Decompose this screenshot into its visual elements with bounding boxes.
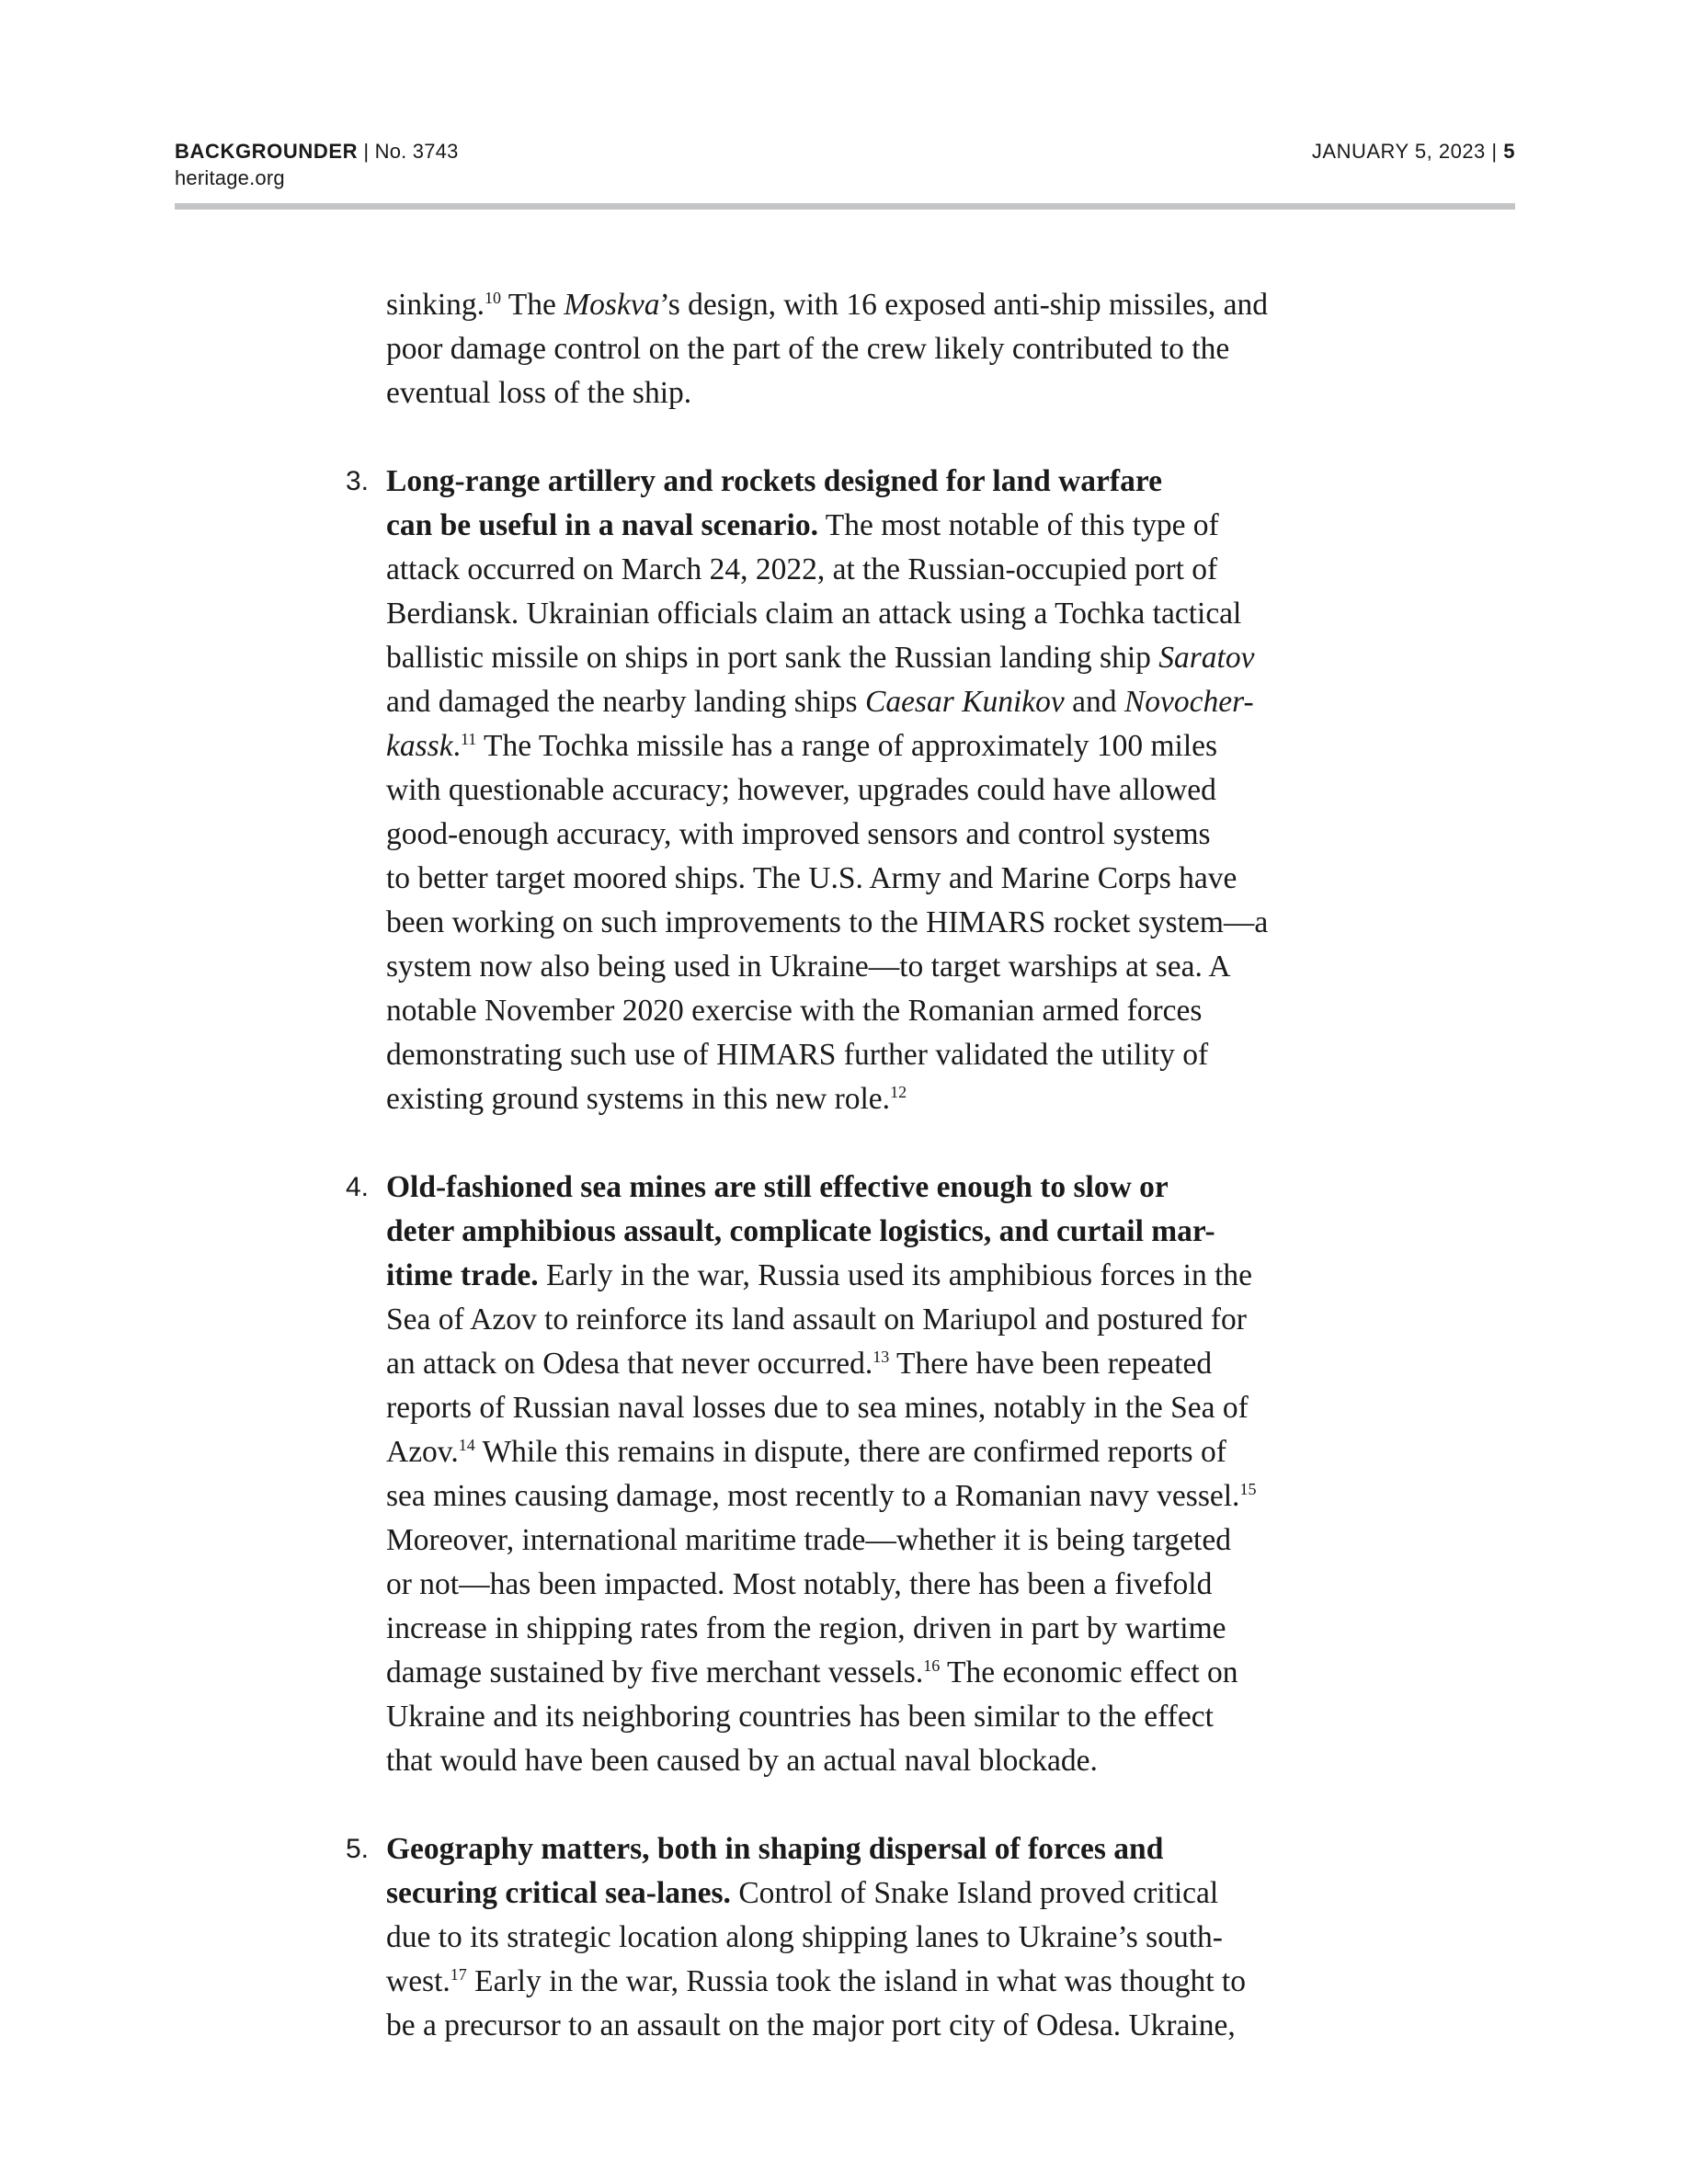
text-run: Berdiansk. Ukrainian officials claim an attack using a Tochka tactical	[386, 597, 1242, 631]
bold-lead-text: Old-fashioned sea mines are still effective enough to slow or	[386, 1170, 1169, 1204]
text-line	[386, 1430, 1352, 1474]
list-number: 3.	[346, 466, 370, 496]
text-line	[386, 327, 1352, 371]
text-run: The Tochka missile has a range of approximately 100 miles	[476, 729, 1218, 763]
bold-lead-text: Geography matters, both in shaping dispersal of forces and	[386, 1832, 1164, 1866]
italic-text: Moskva	[564, 288, 660, 322]
text-line	[386, 371, 1352, 415]
footnote-ref: 15	[1239, 1480, 1257, 1498]
text-line	[386, 636, 1352, 680]
text-line	[386, 1827, 1352, 1871]
header-left	[175, 138, 459, 191]
bold-lead-text: Long-range artillery and rockets designed for land warfare	[386, 464, 1162, 498]
text-run: Early in the war, Russia took the island in what was thought to	[466, 1964, 1246, 1998]
text-line	[386, 592, 1352, 636]
text-run: demonstrating such use of HIMARS further validated the utility of	[386, 1038, 1209, 1072]
text-line	[386, 945, 1352, 989]
text-run: Ukraine and its neighboring countries has been similar to the effect	[386, 1700, 1214, 1734]
text-line	[386, 1871, 1352, 1916]
header-separator: |	[1485, 140, 1504, 163]
text-run: attack occurred on March 24, 2022, at the Russian-occupied port of	[386, 552, 1218, 586]
text-run: Moreover, international maritime trade—whether it is being targeted	[386, 1523, 1231, 1557]
text-line	[386, 768, 1352, 813]
publication-date: JANUARY 5, 2023	[1311, 140, 1486, 163]
text-run: reports of Russian naval losses due to sea mines, notably in the Sea of	[386, 1391, 1249, 1425]
publication-name: BACKGROUNDER	[175, 140, 359, 163]
numbered-list-item	[346, 1166, 1352, 1783]
list-number: 5.	[346, 1834, 370, 1864]
text-run: The economic effect on	[940, 1655, 1238, 1689]
bold-lead-text: deter amphibious assault, complicate logistics, and curtail mar-	[386, 1214, 1215, 1248]
text-line	[386, 1563, 1352, 1607]
site-url: heritage.org	[175, 166, 285, 189]
text-line	[386, 548, 1352, 592]
text-run: The most notable of this type of	[817, 508, 1219, 542]
text-run: good-enough accuracy, with improved sensors and control systems	[386, 817, 1211, 851]
text-run: or not—has been impacted. Most notably, there has been a fivefold	[386, 1567, 1213, 1601]
text-line	[386, 2004, 1352, 2048]
text-line	[386, 680, 1352, 724]
text-line	[386, 1342, 1352, 1386]
bold-lead-text: can be useful in a naval scenario.	[386, 508, 818, 542]
header-separator: |	[358, 140, 375, 163]
text-line	[386, 1607, 1352, 1651]
header-right	[1312, 138, 1515, 165]
text-line	[386, 1077, 1352, 1121]
italic-text: Novocher-	[1123, 685, 1254, 719]
text-run: existing ground systems in this new role.	[386, 1082, 891, 1116]
bold-lead-text: securing critical sea-lanes.	[386, 1876, 731, 1910]
text-run: system now also being used in Ukraine—to target warships at sea. A	[386, 950, 1231, 984]
text-line	[386, 1210, 1352, 1254]
issue-number: No. 3743	[374, 140, 459, 163]
text-run: There have been repeated	[889, 1347, 1213, 1381]
text-line	[386, 1739, 1352, 1783]
text-run: be a precursor to an assault on the major port city of Odesa. Ukraine,	[386, 2008, 1236, 2042]
text-run: eventual loss of the ship.	[386, 376, 692, 410]
text-line	[386, 1960, 1352, 2004]
footnote-ref: 16	[923, 1656, 941, 1675]
italic-text: Caesar Kunikov	[864, 685, 1065, 719]
text-run: While this remains in dispute, there are confirmed reports of	[474, 1435, 1226, 1469]
text-run: ballistic missile on ships in port sank the Russian landing ship	[386, 641, 1159, 675]
text-run: sinking.	[386, 288, 485, 322]
numbered-list-item	[346, 1827, 1352, 2048]
text-line	[386, 1033, 1352, 1077]
text-line	[386, 813, 1352, 857]
text-line	[386, 857, 1352, 901]
text-run: The	[501, 288, 565, 322]
text-run: west.	[386, 1964, 451, 1998]
text-run: been working on such improvements to the HIMARS rocket system—a	[386, 905, 1269, 939]
text-line	[386, 1916, 1352, 1960]
paragraph-gap	[386, 1121, 1352, 1166]
text-run: .	[452, 729, 461, 763]
text-run: Sea of Azov to reinforce its land assault on Mariupol and postured for	[386, 1302, 1247, 1337]
footnote-ref: 10	[485, 289, 502, 307]
list-number: 4.	[346, 1172, 370, 1202]
text-run: to better target moored ships. The U.S. Army and Marine Corps have	[386, 861, 1237, 895]
text-run: notable November 2020 exercise with the Romanian armed forces	[386, 994, 1203, 1028]
footnote-ref: 17	[450, 1965, 467, 1984]
text-line	[386, 283, 1352, 327]
text-line	[386, 460, 1352, 504]
text-run: an attack on Odesa that never occurred.	[386, 1347, 873, 1381]
paragraph-gap	[386, 1783, 1352, 1827]
text-run: Azov.	[386, 1435, 459, 1469]
text-line	[386, 1519, 1352, 1563]
header-divider	[175, 203, 1515, 210]
text-run: ’s design, with 16 exposed anti-ship missiles, and	[659, 288, 1269, 322]
footnote-ref: 11	[460, 730, 477, 748]
text-run: sea mines causing damage, most recently to a Romanian navy vessel.	[386, 1479, 1240, 1513]
article-body	[346, 283, 1352, 2048]
italic-text: Saratov	[1158, 641, 1255, 675]
footnote-ref: 13	[873, 1348, 890, 1366]
bold-lead-text: itime trade.	[386, 1258, 539, 1292]
page-number: 5	[1503, 140, 1515, 163]
text-line	[386, 901, 1352, 945]
text-line	[386, 1651, 1352, 1695]
text-line	[386, 1386, 1352, 1430]
italic-text: kassk	[386, 729, 453, 763]
numbered-list-item	[346, 460, 1352, 1121]
text-line	[386, 1166, 1352, 1210]
text-line	[386, 1298, 1352, 1342]
text-run: due to its strategic location along shipping lanes to Ukraine’s south-	[386, 1920, 1223, 1954]
text-line	[386, 1474, 1352, 1519]
text-line	[386, 1695, 1352, 1739]
paragraph-gap	[386, 415, 1352, 460]
text-run: damage sustained by five merchant vessels.	[386, 1655, 924, 1689]
text-line	[386, 1254, 1352, 1298]
text-run: increase in shipping rates from the region, driven in part by wartime	[386, 1611, 1226, 1645]
text-line	[386, 724, 1352, 768]
text-run: and damaged the nearby landing ships	[386, 685, 865, 719]
text-line	[386, 504, 1352, 548]
text-run: Control of Snake Island proved critical	[730, 1876, 1219, 1910]
text-run: with questionable accuracy; however, upgrades could have allowed	[386, 773, 1216, 807]
text-run: and	[1064, 685, 1124, 719]
text-run: that would have been caused by an actual naval blockade.	[386, 1744, 1098, 1778]
text-line	[386, 989, 1352, 1033]
footnote-ref: 12	[890, 1083, 907, 1101]
text-run: Early in the war, Russia used its amphibious forces in the	[538, 1258, 1253, 1292]
footnote-ref: 14	[458, 1436, 475, 1454]
text-run: poor damage control on the part of the crew likely contributed to the	[386, 332, 1230, 366]
